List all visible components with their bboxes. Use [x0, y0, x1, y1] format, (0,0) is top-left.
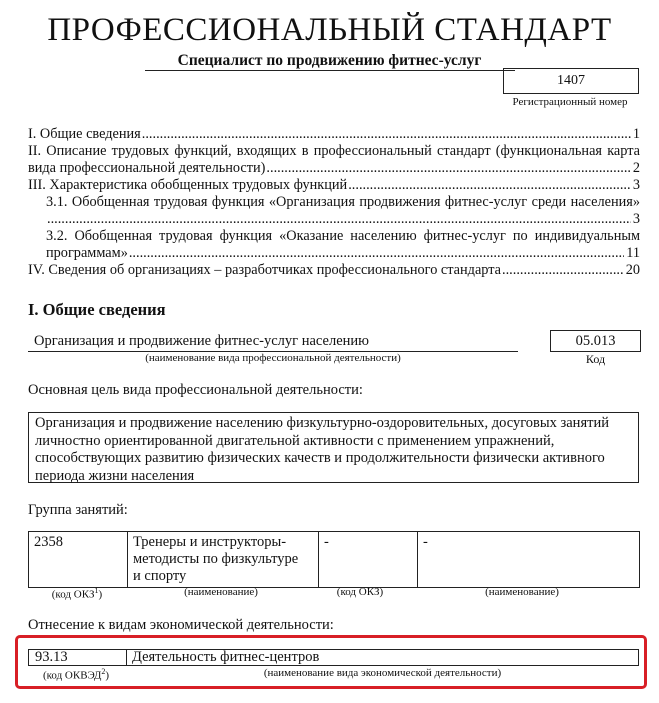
toc-entry[interactable]	[28, 262, 640, 279]
occupation-table	[28, 531, 640, 588]
toc-leader	[47, 211, 631, 228]
section-heading: I. Общие сведения	[28, 300, 166, 319]
toc-page-number: 3	[632, 211, 640, 227]
occupation-name-cell-2: -	[418, 532, 640, 588]
toc-entry[interactable]	[28, 177, 640, 194]
toc-entry-text: III. Характеристика обобщенных трудовых функций	[28, 177, 348, 193]
goal-box	[28, 412, 639, 483]
okz-code-cell: 2358	[29, 532, 128, 588]
toc-leader	[502, 262, 624, 279]
toc-leader	[129, 245, 624, 262]
toc-page-number: 11	[626, 245, 640, 261]
highlight-annotation	[15, 635, 647, 689]
subtitle-underline	[145, 70, 515, 71]
toc-entry-line1[interactable]	[46, 194, 640, 211]
activity-code-caption: Код	[585, 352, 606, 366]
goal-text-line: Организация и продвижение населению физкультурно-оздоровительных, досуговых занятий	[35, 415, 609, 431]
toc-entry[interactable]	[28, 160, 640, 177]
group-label: Группа занятий:	[28, 502, 128, 518]
occupation-name-line: Тренеры и инструкторы-	[133, 534, 287, 550]
toc-entry-line1[interactable]	[28, 143, 640, 160]
econ-activity-label: Отнесение к видам экономической деятельности:	[28, 617, 334, 633]
okved-name-caption: (наименование вида экономической деятельности)	[263, 667, 502, 679]
toc-entry-text: II. Описание трудовых функций, входящих в профессиональный стандарт (функциональная карта	[28, 143, 640, 159]
goal-text-line: личностно ориентированной двигательной активности с применением упражнений,	[35, 432, 555, 449]
activity-code-box: 05.013	[550, 330, 641, 352]
okz-code-caption-2: (код ОКЗ)	[336, 586, 384, 598]
okz-code-cell-2: -	[319, 532, 418, 588]
activity-name: Организация и продвижение фитнес-услуг населению	[34, 333, 369, 349]
toc-entry-text: вида профессиональной деятельности)	[28, 160, 266, 176]
toc-entry-text: программам»	[46, 245, 128, 261]
footnote-marker: 2	[101, 667, 106, 676]
occupation-name-caption-2: (наименование)	[485, 586, 559, 598]
footnote-marker: 1	[94, 586, 99, 595]
toc-page-number: 20	[625, 262, 640, 278]
okved-code: 93.13	[35, 649, 68, 665]
registration-number-box: 1407	[503, 68, 639, 94]
occupation-name-line: методисты по физкультуре	[133, 551, 299, 567]
toc-page-number: 1	[632, 126, 640, 142]
toc-page-number: 2	[632, 160, 640, 176]
okved-name: Деятельность фитнес-центров	[132, 649, 320, 665]
registration-number-caption: Регистрационный номер	[512, 96, 628, 108]
toc-entry[interactable]	[46, 211, 640, 228]
toc-entry[interactable]	[28, 126, 640, 143]
toc-leader	[266, 160, 630, 177]
toc-leader	[142, 126, 631, 143]
toc-page-number: 3	[632, 177, 640, 193]
okz-code-caption: (код ОКЗ$^1$)	[51, 586, 103, 601]
occupation-name-caption: (наименование)	[184, 586, 258, 598]
occupation-name-cell	[128, 532, 319, 588]
toc-leader	[348, 177, 631, 194]
table-row	[29, 532, 640, 588]
toc-entry-text: I. Общие сведения	[28, 126, 141, 142]
toc-entry-line1[interactable]	[46, 228, 640, 245]
activity-name-caption: (наименование вида профессиональной деятельности)	[145, 352, 401, 364]
toc-entry-text: 3.2. Обобщенная трудовая функция «Оказание населению фитнес-услуг по индивидуальным	[46, 228, 640, 244]
toc-entry-text: IV. Сведения об организациях – разработчиках профессионального стандарта	[28, 262, 502, 278]
goal-label: Основная цель вида профессиональной деятельности:	[28, 382, 363, 398]
toc-entry[interactable]	[46, 245, 640, 262]
document-title: ПРОФЕССИОНАЛЬНЫЙ СТАНДАРТ	[47, 12, 612, 48]
okved-code-caption: (код ОКВЭД$^2$)	[42, 667, 110, 682]
document-subtitle: Специалист по продвижению фитнес-услуг	[177, 52, 482, 69]
occupation-name-line: и спорту	[133, 568, 187, 584]
goal-text-line: способствующих развитию физических качеств и продолжительности физически активного	[35, 450, 605, 466]
toc-entry-text: 3.1. Обобщенная трудовая функция «Организация продвижения фитнес-услуг среди населения»	[46, 194, 640, 210]
goal-text-line: периода жизни населения	[35, 467, 195, 484]
